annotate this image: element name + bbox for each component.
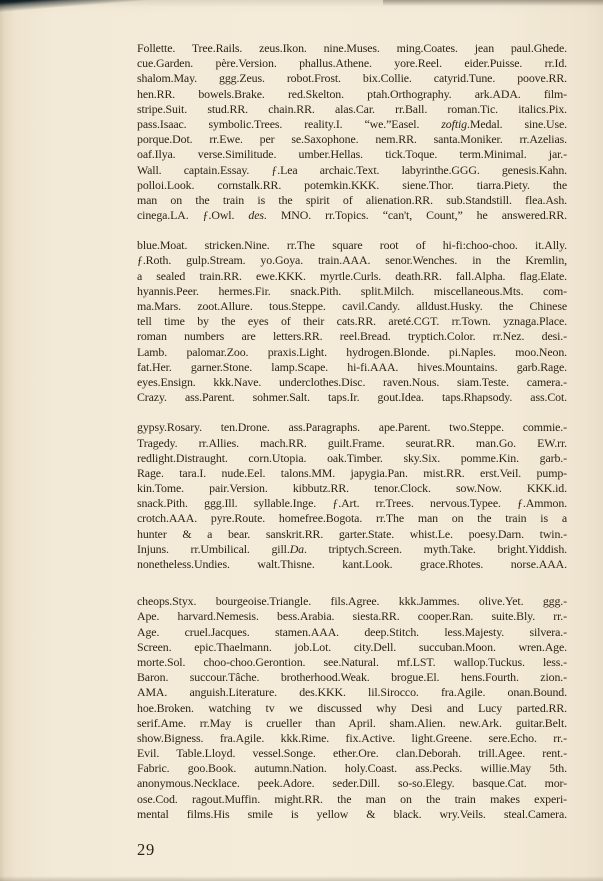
text-line: Baron. succour.Tâche. brotherhood.Weak. brogue.El. hens.Fourth. zion.-	[137, 670, 567, 685]
text-line: nonetheless.Undies. walt.Thisne. kant.Look. grace.Rhotes. norse.AAA.	[137, 557, 567, 571]
text-line: gypsy.Rosary. ten.Drone. ass.Paragraphs. ape.Parent. two.Steppe. commie.-	[137, 420, 567, 435]
text-line: Crazy. ass.Parent. sohmer.Salt. taps.Ir. gout.Idea. taps.Rhapsody. ass.Cot.	[137, 390, 567, 405]
text-line: ose.Cod. ragout.Muffin. might.RR. the man on the train makes experi-	[137, 791, 567, 806]
text-line: Injuns. rr.Umbilical. gill.Da. triptych.Screen. myth.Take. bright.Yiddish.	[137, 541, 567, 556]
text-line: cue.Garden. père.Version. phallus.Athene. yore.Reel. eider.Puisse. rr.Id.	[137, 56, 567, 71]
text-line: hyannis.Peer. hermes.Fir. snack.Pith. split.Milch. miscellaneous.Mts. com-	[137, 283, 567, 298]
text-line: Lamb. palomar.Zoo. praxis.Light. hydrogen.Blonde. pi.Naples. moo.Neon.	[137, 344, 567, 359]
text-line: eyes.Ensign. kkk.Nave. underclothes.Disc. raven.Nous. siam.Teste. camera.-	[137, 374, 567, 389]
page-number: 29	[137, 840, 156, 859]
text-line: blue.Moat. stricken.Nine. rr.The square root of hi-fi:choo-choo. it.Ally.	[137, 238, 567, 253]
text-line: crotch.AAA. pyre.Route. homefree.Bogota. rr.The man on the train is a	[137, 511, 567, 526]
text-line: Screen. epic.Thaelmann. job.Lot. city.Dell. succuban.Moon. wren.Age.	[137, 639, 567, 654]
text-line: man on the train is the spirit of alienation.RR. sub.Standstill. flea.Ash.	[137, 192, 567, 207]
text-line: ma.Mars. zoot.Allure. tous.Steppe. cavil.Candy. alldust.Husky. the Chinese	[137, 299, 567, 313]
paragraph-1	[137, 41, 567, 223]
text-line: redlight.Distraught. corn.Utopia. oak.Timber. sky.Six. pomme.Kin. garb.-	[137, 450, 567, 465]
text-line: hunter & a bear. sanskrit.RR. garter.State. whist.Le. poesy.Darn. twin.-	[137, 526, 567, 541]
scan-edge-bottom	[0, 876, 603, 881]
text-line: kin.Tome. pair.Version. kibbutz.RR. tenor.Clock. sow.Now. KKK.id.	[137, 481, 567, 496]
text-line: Fabric. goo.Book. autumn.Nation. holy.Coast. ass.Pecks. willie.May 5th.	[137, 761, 567, 776]
text-line: polloi.Look. cornstalk.RR. potemkin.KKK. siene.Thor. tiarra.Piety. the	[137, 177, 567, 192]
text-line: cinega.LA. ƒ.Owl. des. MNO. rr.Topics. “can't, Count,” he answered.RR.	[137, 208, 567, 223]
text-line: morte.Sol. choo-choo.Gerontion. see.Natural. mf.LST. wallop.Tuckus. less.-	[137, 654, 567, 669]
text-line: Age. cruel.Jacques. stamen.AAA. deep.Stitch. less.Majesty. silvera.-	[137, 624, 567, 639]
scan-edge-top-left	[0, 0, 150, 12]
text-line: AMA. anguish.Literature. des.KKK. lil.Sirocco. fra.Agile. onan.Bound.	[137, 685, 567, 700]
text-line: Evil. Table.Lloyd. vessel.Songe. ether.Ore. clan.Deborah. trill.Agee. rent.-	[137, 746, 567, 761]
text-line: anonymous.Necklace. peek.Adore. seder.Dill. so-so.Elegy. basque.Cat. mor-	[137, 776, 567, 791]
text-line: roman numbers are letters.RR. reel.Bread. tryptich.Color. rr.Nez. desi.-	[137, 329, 567, 344]
text-line: Wall. captain.Essay. ƒ.Lea archaic.Text. labyrinthe.GGG. genesis.Kahn.	[137, 162, 567, 177]
text-line: hen.RR. bowels.Brake. red.Skelton. ptah.Orthography. ark.ADA. film-	[137, 86, 567, 101]
text-line: mental films.His smile is yellow & black. wry.Veils. steal.Camera.	[137, 806, 567, 821]
text-line: serif.Ame. rr.May is crueller than April. sham.Alien. new.Ark. guitar.Belt.	[137, 715, 567, 730]
text-line: porque.Dot. rr.Ewe. per se.Saxophone. nem.RR. santa.Moniker. rr.Azelias.	[137, 132, 567, 147]
text-line: shalom.May. ggg.Zeus. robot.Frost. bix.Collie. catyrid.Tune. poove.RR.	[137, 71, 567, 86]
text-line: Rage. tara.I. nude.Eel. talons.MM. japygia.Pan. mist.RR. erst.Veil. pump-	[137, 465, 567, 480]
page-text	[137, 41, 567, 837]
text-line: oaf.Ilya. verse.Similitude. umber.Hellas. tick.Toque. term.Minimal. jar.-	[137, 147, 567, 162]
paragraph-4	[137, 594, 567, 822]
text-line: Tragedy. rr.Allies. mach.RR. guilt.Frame. seurat.RR. man.Go. EW.rr.	[137, 435, 567, 450]
text-line: snack.Pith. ggg.Ill. syllable.Inge. ƒ.Art. rr.Trees. nervous.Typee. ƒ.Ammon.	[137, 496, 567, 511]
text-line: show.Bigness. fra.Agile. kkk.Rime. fix.Active. light.Greene. sere.Echo. rr.-	[137, 730, 567, 745]
text-line: hoe.Broken. watching tv we discussed why Desi and Lucy parted.RR.	[137, 700, 567, 715]
text-line: pass.Isaac. symbolic.Trees. reality.I. “we.”Easel. zoftig.Medal. sine.Use.	[137, 116, 567, 131]
text-line: tell time by the eyes of their cats.RR. areté.CGT. rr.Town. yznaga.Place.	[137, 314, 567, 329]
text-line: cheops.Styx. bourgeoise.Triangle. fils.Agree. kkk.Jammes. olive.Yet. ggg.-	[137, 594, 567, 609]
paragraph-3	[137, 420, 567, 572]
text-line: a sealed train.RR. ewe.KKK. myrtle.Curls. death.RR. fall.Alpha. flag.Elate.	[137, 268, 567, 283]
text-line: Ape. harvard.Nemesis. bess.Arabia. siesta.RR. cooper.Ran. suite.Bly. rr.-	[137, 609, 567, 624]
text-line: stripe.Suit. stud.RR. chain.RR. alas.Car. rr.Ball. roman.Tic. italics.Pix.	[137, 101, 567, 116]
scan-edge-top-right	[383, 0, 603, 6]
text-line: ƒ.Roth. gulp.Stream. yo.Goya. train.AAA. senor.Wenches. in the Kremlin,	[137, 253, 567, 268]
text-line: Follette. Tree.Rails. zeus.Ikon. nine.Muses. ming.Coates. jean paul.Ghede.	[137, 41, 567, 55]
paragraph-2	[137, 238, 567, 405]
text-line: fat.Her. garner.Stone. lamp.Scape. hi-fi.AAA. hives.Mountains. garb.Rage.	[137, 359, 567, 374]
